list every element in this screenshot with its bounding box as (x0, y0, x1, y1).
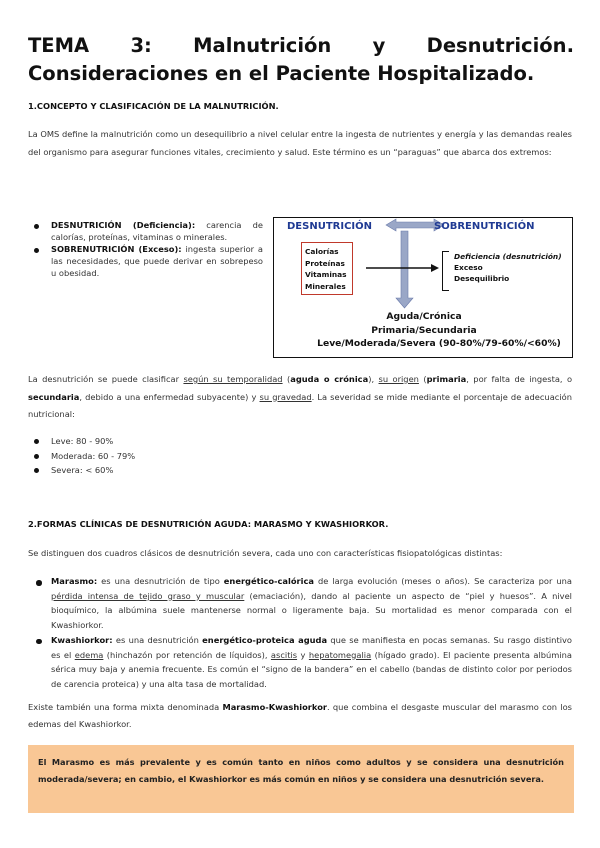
list-item: Moderada: 60 - 79% (28, 449, 328, 464)
list-item-marasmo: Marasmo: es una desnutrición de tipo energético-calórica de larga evolución (meses o años). Se caracteriza por una pérdida intensa de tejido graso y muscular (emaciación), dando al paciente un aspecto de “piel y huesos”. A nivel bioquímico, la albúmina suele mantenerse normal o ligeramente baja. Su mortalidad es menor comparada con el Kwashiorkor. (28, 574, 572, 633)
callout-text: El Marasmo es más prevalente y es común tanto en niños como adultos y se considera una desnutrición moderada/severa; en cambio, el Kwashiorkor es más común en niños y se considera una desnutrición severa. (38, 757, 564, 784)
diagram-outcome: Desequilibrio (454, 274, 510, 283)
title-word: 3: (130, 34, 152, 57)
diagram-outcome: Deficiencia (desnutrición) (454, 252, 562, 261)
diagram-nutrient: Minerales (305, 281, 346, 291)
diagram-nutrient: Vitaminas (305, 270, 347, 279)
mixed-form-paragraph: Existe también una forma mixta denominada Marasmo-Kwashiorkor. que combina el desgaste muscular del marasmo con los edemas del Kwashiorkor. (28, 702, 572, 729)
list-item: SOBRENUTRICIÓN (Exceso): ingesta superior a las necesidades, que puede derivar en sobrepeso u obesidad. (28, 243, 263, 279)
title-word: TEMA (28, 34, 90, 57)
title-word: Malnutrición (193, 34, 332, 57)
section-1-heading: 1.CONCEPTO Y CLASIFICACIÓN DE LA MALNUTRICIÓN. (28, 101, 279, 111)
title-word: Desnutrición. (426, 34, 574, 57)
list-item: DESNUTRICIÓN (Deficiencia): carencia de calorías, proteínas, vitaminas o minerales. (28, 219, 263, 243)
diagram-classification (274, 310, 574, 351)
list-item: Severa: < 60% (28, 463, 328, 478)
list-item-kwashiorkor: Kwashiorkor: es una desnutrición energético-proteica aguda que se manifiesta en pocas semanas. Su rasgo distintivo es el edema (hinchazón por retención de líquidos), ascitis y hepatomegalia (hígado grado). El paciente presenta albúmina sérica muy baja y anemia frecuente. Es común el “signo de la bandera” en el cabello (bandas de distinto color por periodos de carencia proteica) y una alta tasa de mortalidad. (28, 633, 572, 692)
diagram-nutrients-box (301, 242, 353, 295)
clinical-forms-list (28, 574, 572, 692)
diagram-outcomes (454, 251, 562, 284)
diagram-bracket (442, 251, 449, 291)
section-1-intro: La OMS define la malnutrición como un desequilibrio a nivel celular entre la ingesta de nutrientes y energía y las demandas reales del organismo para asegurar funciones vitales, crecimiento y salud. Este término es un “paraguas” que abarca dos extremos: (28, 129, 572, 157)
classification-paragraph: La desnutrición se puede clasificar según su temporalidad (aguda o crónica), su origen (primaria, por falta de ingesta, o secundaria, debido a una enfermedad subyacente) y su gravedad. La severidad se mide mediante el porcentaje de adecuación nutricional: (28, 374, 573, 419)
diagram-nutrient: Proteínas (305, 258, 345, 268)
title-word: y (372, 34, 386, 57)
title-line-1 (28, 32, 574, 60)
severity-list (28, 434, 328, 478)
title-line-2: Consideraciones en el Paciente Hospitalizado. (28, 62, 535, 85)
section-2-intro: Se distinguen dos cuadros clásicos de desnutrición severa, cada uno con características fisiopatológicas distintas: (28, 548, 503, 558)
diagram-outcome: Exceso (454, 263, 483, 272)
list-item: Leve: 80 - 90% (28, 434, 328, 449)
highlight-callout (28, 745, 574, 813)
diagram-nutrient: Calorías (305, 247, 339, 256)
malnutrition-types-list (28, 219, 263, 279)
diagram-classification-line: Aguda/Crónica (386, 311, 462, 322)
diagram-classification-line: Primaria/Secundaria (371, 324, 477, 336)
diagram-label-desnutricion: DESNUTRICIÓN (287, 221, 372, 232)
diagram-label-sobrenutricion: SOBRENUTRICIÓN (434, 221, 535, 232)
section-2-heading: 2.FORMAS CLÍNICAS DE DESNUTRICIÓN AGUDA: MARASMO Y KWASHIORKOR. (28, 519, 389, 529)
diagram-classification-line: Leve/Moderada/Severa (90-80%/79-60%/<60%) (317, 338, 561, 349)
malnutrition-diagram (273, 217, 573, 358)
page-title (28, 32, 574, 88)
